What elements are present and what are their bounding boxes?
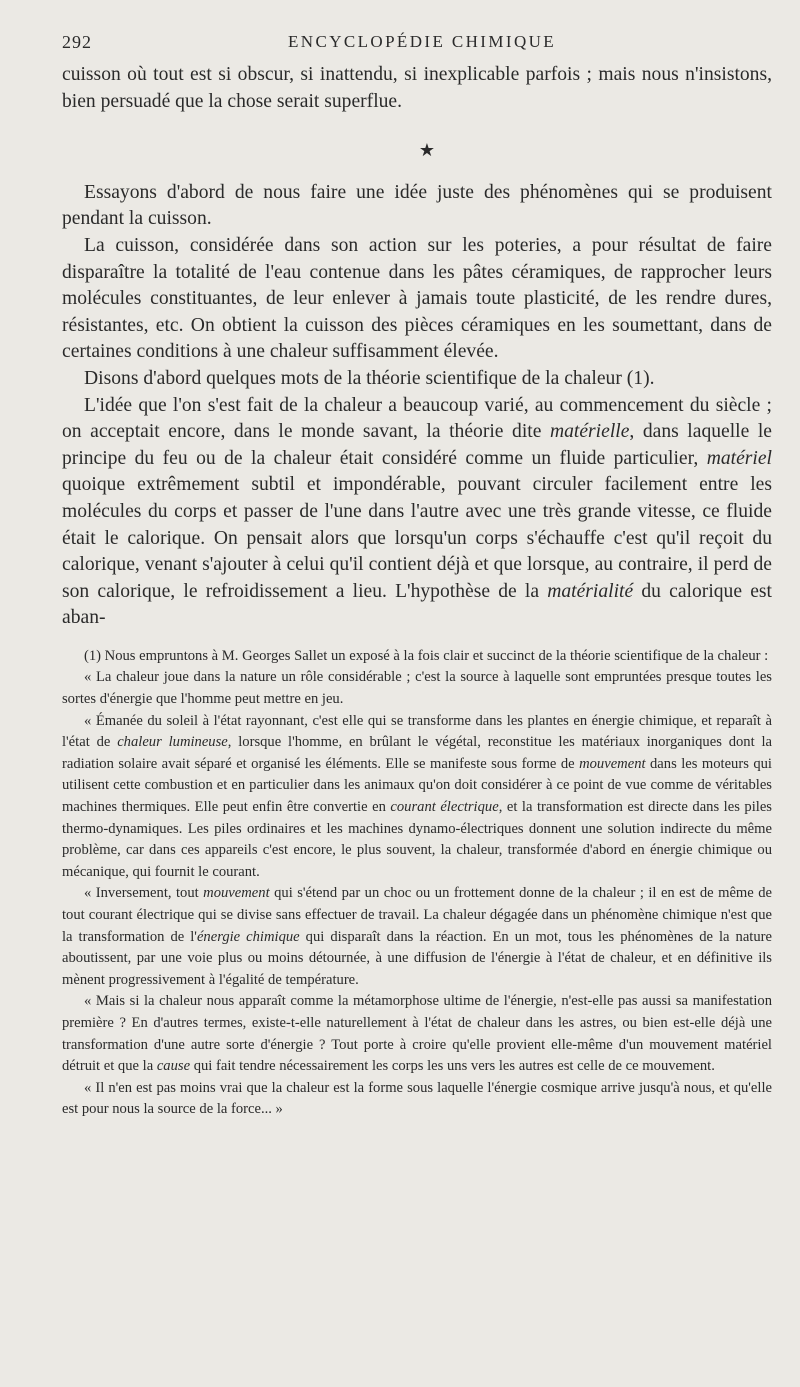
footnote-quote-1: « La chaleur joue dans la nature un rôle considérable ; c'est la source à laquelle sont empruntées presque toutes les sortes d'énergie que l'homme peut mettre en jeu. [62,669,772,708]
paragraph-3: Disons d'abord quelques mots de la théorie scientifique de la chaleur (1). [84,367,655,389]
footnotes [62,646,772,1121]
footnote-quote-4: « Mais si la chaleur nous apparaît comme la métamorphose ultime de l'énergie, n'est-elle pas aussi sa manifestation première ? En d'autres termes, existe-t-elle naturellement à l'état de chaleur dans les astres, ou bien est-elle déjà une transformation d'une autre sorte d'énergie ? Tout porte à croire qu'elle provient elle-même d'un mouvement matériel détruit et que la cause qui fait tendre nécessairement les corps les uns vers les autres est celle de ce mouvement. [62,993,772,1075]
paragraph-1: Essayons d'abord de nous faire une idée juste des phénomènes qui se produisent pendant la cuisson. [62,181,772,230]
footnote-quote-2: « Émanée du soleil à l'état rayonnant, c'est elle qui se transforme dans les plantes en énergie chimique, et reparaît à l'état de chaleur lumineuse, lorsque l'homme, en brûlant le végétal, reconstitue les matériaux inorganiques dont la radiation solaire avait séparé et organisé les éléments. Elle se manifeste sous forme de mouvement dans les moteurs qui utilisent cette combustion et en particulier dans les animaux qu'on doit considérer à ce point de vue comme de véritables machines thermiques. Elle peut enfin être convertie en courant électrique, et la transformation est directe dans les piles thermo-dynamiques. Les piles ordinaires et les machines dynamo-électriques donnent une solution indirecte du même problème, car dans ces appareils c'est encore, le plus souvent, la chaleur, transformée d'abord en énergie chimique ou mécanique, qui fournit le courant. [62,712,772,880]
page-number: 292 [62,32,92,52]
paragraph-continued: cuisson où tout est si obscur, si inattendu, si inexplicable parfois ; mais nous n'insistons, bien persuadé que la chose serait superflue. [62,64,772,112]
emphasis-materielle: matérielle [549,421,630,443]
paragraph-4: L'idée que l'on s'est fait de la chaleur a beaucoup varié, au commencement du siècle ; on acceptait encore, dans le monde savant, la théorie dite matérielle, dans laquelle le principe du feu ou de la chaleur était considéré comme un fluide particulier, matériel quoique extrêmement subtil et impondérable, pouvant circuler facilement entre les molécules du corps et passer de l'une dans l'autre avec une très grande vitesse, ce fluide était le calorique. On pensait alors que lorsqu'un corps s'échauffe c'est qu'il reçoit du calorique, venant s'ajouter à celui qu'il contient déjà et que lorsque, au contraire, il perd de son calorique, le refroidissement a lieu. L'hypothèse de la matérialité du calorique est aban- [62,394,772,629]
running-title: ENCYCLOPÉDIE CHIMIQUE [288,32,557,51]
footnote-quote-5: « Il n'en est pas moins vrai que la chaleur est la forme sous laquelle l'énergie cosmique arrive jusqu'à nous, et qu'elle est pour nous la source de la force... » [62,1079,772,1118]
emphasis-materialite: matérialité [547,580,634,602]
footnote-quote-3: « Inversement, tout mouvement qui s'étend par un choc ou un frottement donne de la chaleur ; il en est de même de tout courant électrique qui se divise sans effectuer de travail. La chaleur dégagée dans un phénomène chimique n'est que la transformation de l'énergie chimique qui disparaît dans la réaction. En un mot, tous les phénomènes de la nature aboutissent, par une voie plus ou moins détournée, à une diffusion de l'énergie à l'état de chaleur, et en définitive ils mènent progressivement à l'égalité de température. [62,885,772,988]
emphasis-materiel: matériel [706,447,772,469]
main-text [62,62,772,632]
footnote-1: (1) Nous empruntons à M. Georges Sallet un exposé à la fois clair et succinct de la théorie scientifique de la chaleur : [84,647,769,664]
page-header [62,30,772,62]
paragraph-2: La cuisson, considérée dans son action sur les poteries, a pour résultat de faire disparaître la totalité de l'eau contenue dans les pâtes céramiques, de rapprocher leurs molécules constituantes, de leur enlever à jamais toute plasticité, de les rendre dures, résistantes, etc. On obtient la cuisson des pièces céramiques en les soumettant, dans de certaines conditions à une chaleur suffisamment élevée. [62,234,772,363]
section-separator-star: ★ [418,140,436,161]
